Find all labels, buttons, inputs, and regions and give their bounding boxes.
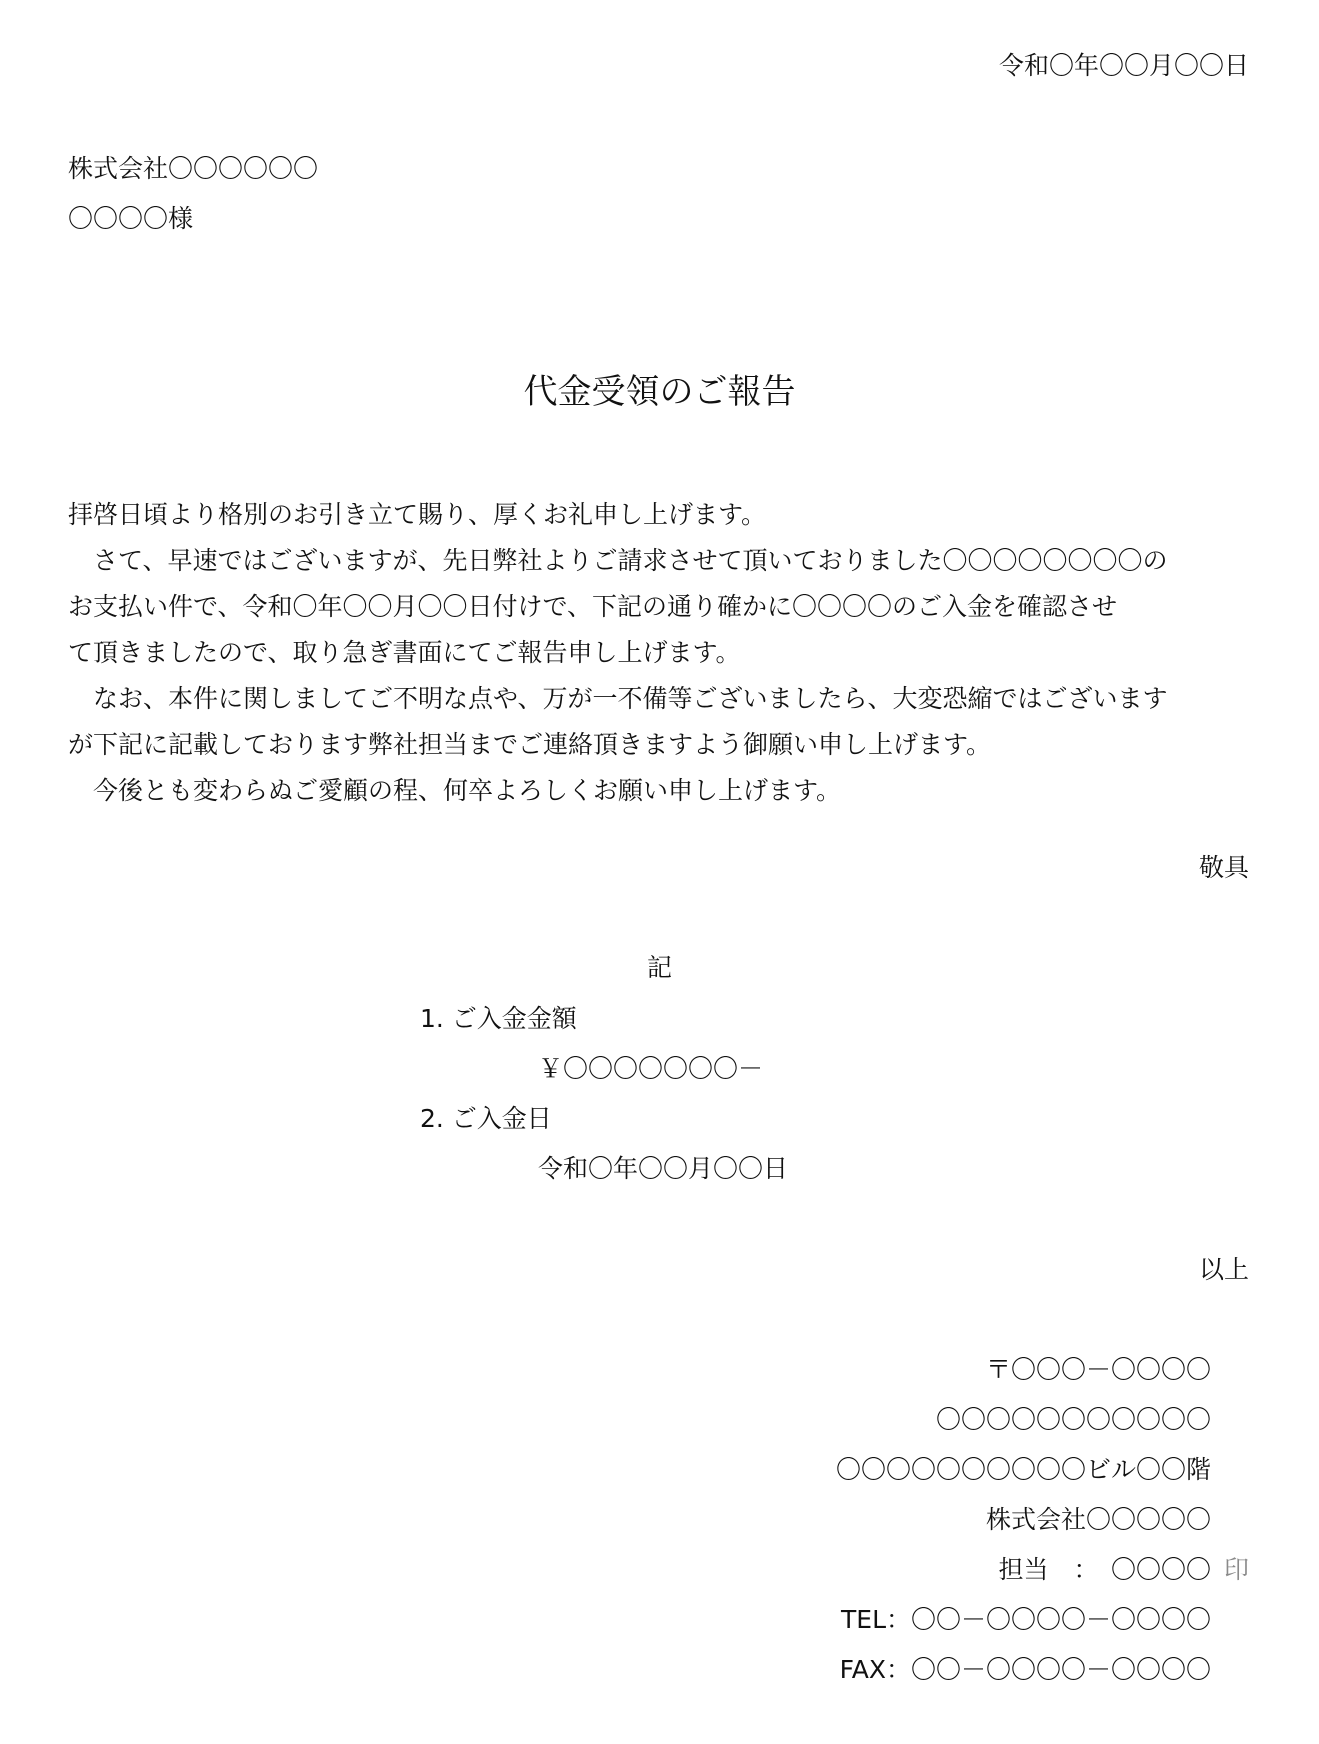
recipient-person: 〇〇〇〇様 — [68, 204, 194, 233]
issue-date: 令和〇年〇〇月〇〇日 — [998, 51, 1249, 80]
end-mark: 以上 — [1198, 1255, 1249, 1284]
body-line: さて、早速ではございますが、先日弊社よりご請求させて頂いておりました〇〇〇〇〇〇〇〇の — [68, 546, 1168, 575]
recipient-company: 株式会社〇〇〇〇〇〇 — [68, 154, 319, 183]
sender-address-line-2: 〇〇〇〇〇〇〇〇〇〇ビル〇〇階 — [835, 1455, 1211, 1484]
seal-mark: 印 — [1223, 1555, 1249, 1584]
sender-address-line-1: 〇〇〇〇〇〇〇〇〇〇〇 — [935, 1405, 1211, 1434]
body-line: なお、本件に関しましてご不明な点や、万が一不備等ございましたら、大変恐縮ではございます — [68, 684, 1168, 713]
sender-postal-code: 〒〇〇〇－〇〇〇〇 — [985, 1355, 1211, 1384]
payment-date-value: 令和〇年〇〇月〇〇日 — [538, 1154, 789, 1183]
sender-tel: TEL：〇〇－〇〇〇〇－〇〇〇〇 — [841, 1605, 1211, 1634]
body-line: 今後とも変わらぬご愛顧の程、何卒よろしくお願い申し上げます。 — [68, 776, 842, 805]
payment-amount-label: 1. ご入金金額 — [420, 1004, 577, 1033]
body-line: 拝啓日頃より格別のお引き立て賜り、厚くお礼申し上げます。 — [68, 500, 767, 529]
sender-fax: FAX：〇〇－〇〇〇〇－〇〇〇〇 — [839, 1655, 1211, 1684]
closing-keigu: 敬具 — [1198, 853, 1249, 882]
payment-amount-value: ￥〇〇〇〇〇〇〇－ — [538, 1054, 764, 1083]
sender-company: 株式会社〇〇〇〇〇 — [985, 1505, 1211, 1534]
document-title: 代金受領のご報告 — [523, 372, 796, 412]
payment-date-label: 2. ご入金日 — [420, 1104, 552, 1133]
body-line: お支払い件で、令和〇年〇〇月〇〇日付けで、下記の通り確かに〇〇〇〇のご入金を確認させ — [68, 592, 1118, 621]
ki-heading: 記 — [646, 953, 672, 982]
sender-contact-person: 担当 ： 〇〇〇〇 — [998, 1555, 1211, 1584]
body-line: が下記に記載しております弊社担当までご連絡頂きますよう御願い申し上げます。 — [68, 730, 992, 759]
body-line: て頂きましたので、取り急ぎ書面にてご報告申し上げます。 — [68, 638, 741, 667]
